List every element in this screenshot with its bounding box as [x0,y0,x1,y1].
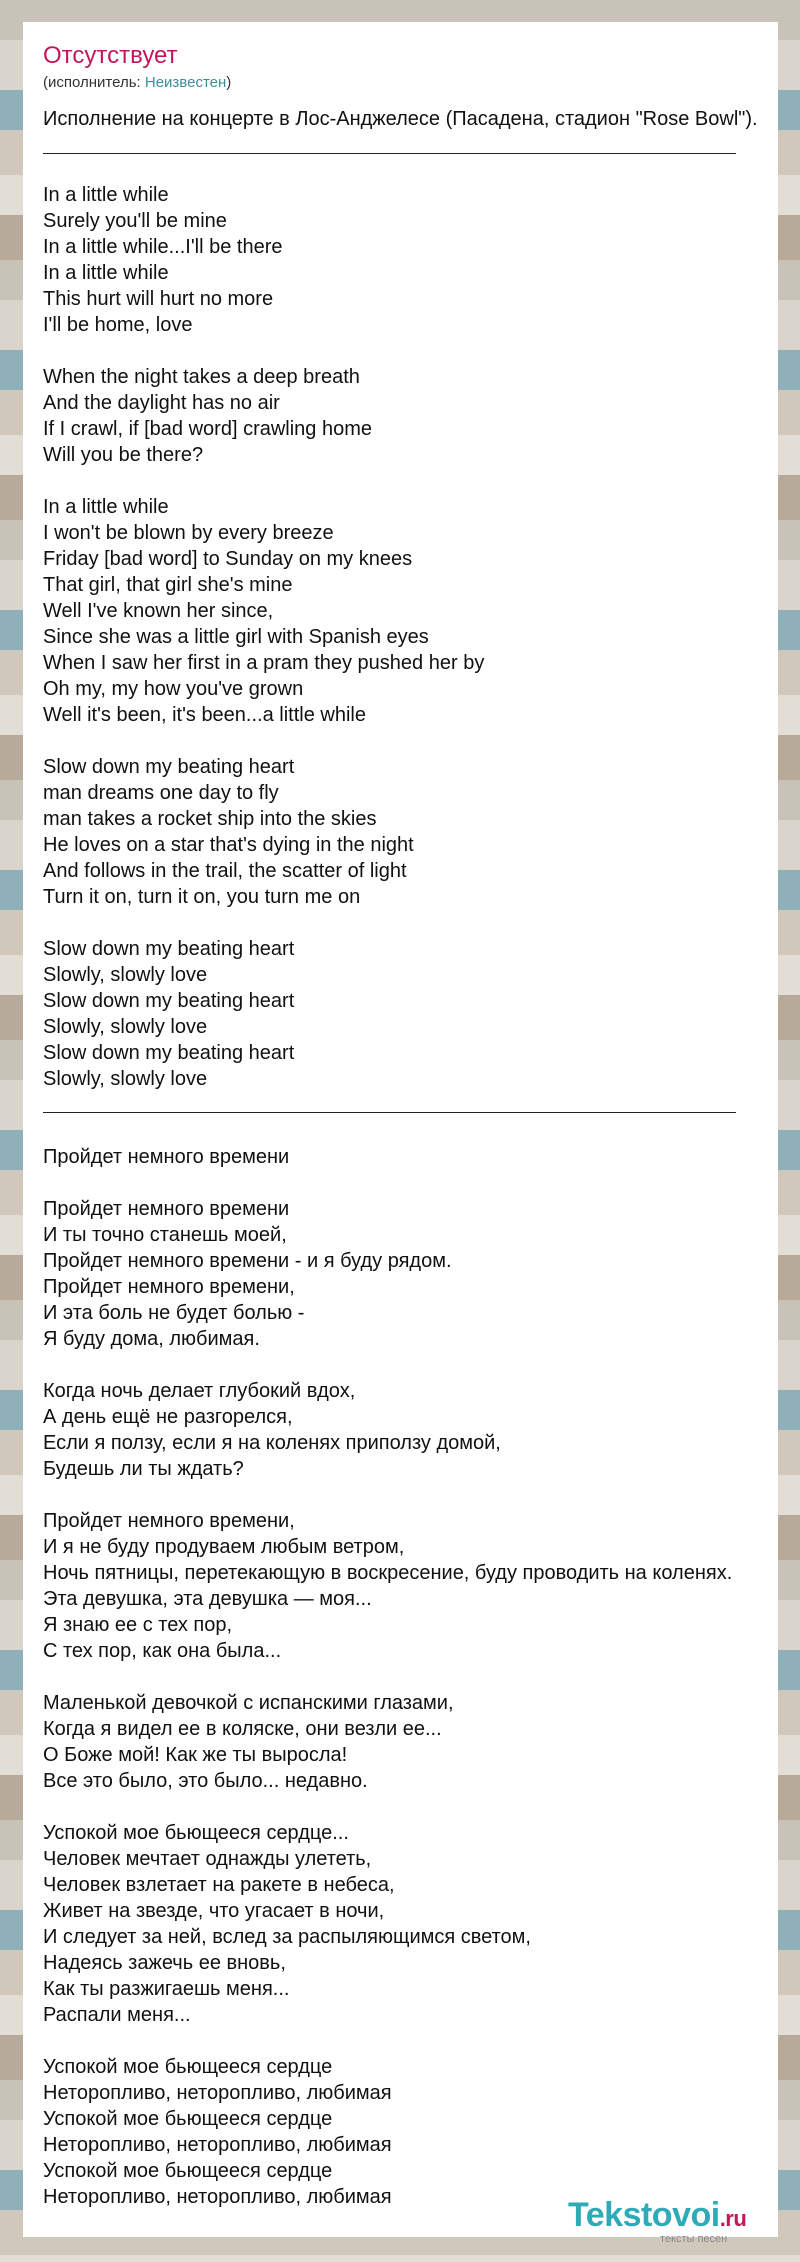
lyric-line: Эта девушка, эта девушка — моя... [43,1588,372,1610]
lyric-line [43,1794,768,1820]
lyric-line: In a little while [43,262,169,284]
lyric-line: Живет на звезде, что угасает в ночи, [43,1900,385,1922]
logo-name: Tekstovoi [568,2196,720,2234]
lyric-line [43,2028,768,2054]
lyric-line: Surely you'll be mine [43,210,227,232]
artist-prefix: (исполнитель: [43,74,145,91]
lyric-line: Человек взлетает на ракете в небеса, [43,1874,395,1896]
lyric-line: Oh my, my how you've grown [43,678,304,700]
lyric-line: О Боже мой! Как же ты выросла! [43,1744,348,1766]
lyric-line: Well it's been, it's been...a little while [43,704,366,726]
lyric-line [43,468,768,494]
lyric-line: And the daylight has no air [43,392,280,414]
lyric-line [43,1482,768,1508]
lyric-line: Slow down my beating heart [43,1042,295,1064]
lyric-line: I won't be blown by every breeze [43,522,334,544]
lyric-line: Slowly, slowly love [43,1068,208,1090]
lyric-line: Slow down my beating heart [43,990,295,1012]
lyric-line: Slow down my beating heart [43,938,295,960]
lyric-line [43,1352,768,1378]
lyric-line: Пройдет немного времени [43,1198,290,1220]
lyric-line: Turn it on, turn it on, you turn me on [43,886,361,908]
lyric-line: When I saw her first in a pram they pushed her by [43,652,485,674]
logo-tld: .ru [719,2206,747,2231]
lyric-line: И эта боль не будет болью - [43,1302,305,1324]
lyric-line: А день ещё не разгорелся, [43,1406,293,1428]
lyric-line: Я буду дома, любимая. [43,1328,260,1350]
lyric-line: И ты точно станешь моей, [43,1224,287,1246]
site-logo[interactable] [568,2196,768,2246]
lyric-line: С тех пор, как она была... [43,1640,282,1662]
lyric-line: Если я ползу, если я на коленях приползу домой, [43,1432,501,1454]
lyric-line: In a little while [43,496,169,518]
lyric-line [43,1664,768,1690]
lyric-line: Я знаю ее с тех пор, [43,1614,233,1636]
lyric-line: Успокой мое бьющееся сердце [43,2108,333,2130]
lyric-line: Slowly, slowly love [43,1016,208,1038]
divider-middle [43,1112,736,1113]
lyric-line: Well I've known her since, [43,600,274,622]
lyric-line: When the night takes a deep breath [43,366,360,388]
lyric-line: Пройдет немного времени, [43,1276,295,1298]
lyric-line: man dreams one day to fly [43,782,279,804]
lyric-line: He loves on a star that's dying in the night [43,834,414,856]
lyric-line: That girl, that girl she's mine [43,574,293,596]
lyric-line: Will you be there? [43,444,204,466]
lyric-line: Как ты разжигаешь меня... [43,1978,290,2000]
lyric-line: Пройдет немного времени [43,1146,290,1168]
lyric-line: This hurt will hurt no more [43,288,274,310]
lyrics-translation [43,1144,768,2210]
lyric-line: Когда я видел ее в коляске, они везли ее... [43,1718,442,1740]
lyric-line: Все это было, это было... недавно. [43,1770,368,1792]
lyric-line: I'll be home, love [43,314,193,336]
lyric-line: Успокой мое бьющееся сердце... [43,1822,349,1844]
lyric-line: Неторопливо, неторопливо, любимая [43,2186,392,2208]
lyric-line: Надеясь зажечь ее вновь, [43,1952,286,1974]
lyric-line: Пройдет немного времени, [43,1510,295,1532]
artist-link[interactable]: Неизвестен [144,74,227,91]
lyric-line: Неторопливо, неторопливо, любимая [43,2134,392,2156]
lyric-line: Успокой мое бьющееся сердце [43,2160,333,2182]
lyric-line: In a little while [43,184,169,206]
lyric-line: И я не буду продуваем любым ветром, [43,1536,405,1558]
lyric-line: man takes a rocket ship into the skies [43,808,377,830]
lyric-line: In a little while...I'll be there [43,236,283,258]
lyric-line: Успокой мое бьющееся сердце [43,2056,333,2078]
logo-wordmark [568,2196,746,2238]
lyric-line [43,1170,768,1196]
divider-top [43,153,736,154]
lyric-line: Человек мечтает однажды улететь, [43,1848,372,1870]
lyric-line: Slow down my beating heart [43,756,295,778]
lyric-line: Распали меня... [43,2004,191,2026]
lyrics-card [23,22,778,2237]
performance-note: Исполнение на концерте в Лос-Анджелесе (Пасадена, стадион "Rose Bowl"). [43,108,758,130]
logo-subtitle: тексты песен [660,2233,728,2245]
song-title: Отсутствует [43,42,178,69]
lyric-line: Friday [bad word] to Sunday on my knees [43,548,413,570]
lyric-line: Since she was a little girl with Spanish eyes [43,626,429,648]
lyric-line: И следует за ней, вслед за распыляющимся светом, [43,1926,531,1948]
lyric-line: Неторопливо, неторопливо, любимая [43,2082,392,2104]
lyric-line: Пройдет немного времени - и я буду рядом. [43,1250,452,1272]
lyric-line: Ночь пятницы, перетекающую в воскресение, буду проводить на коленях. [43,1562,733,1584]
lyric-line: Маленькой девочкой с испанскими глазами, [43,1692,454,1714]
lyric-line: Будешь ли ты ждать? [43,1458,244,1480]
lyric-line [43,910,768,936]
artist-suffix: ) [226,74,232,91]
lyrics-original [43,182,768,1092]
lyric-line [43,728,768,754]
lyric-line: And follows in the trail, the scatter of light [43,860,407,882]
artist-line [43,74,231,92]
lyric-line [43,338,768,364]
lyric-line: Slowly, slowly love [43,964,208,986]
lyric-line: If I crawl, if [bad word] crawling home [43,418,373,440]
lyric-line: Когда ночь делает глубокий вдох, [43,1380,356,1402]
